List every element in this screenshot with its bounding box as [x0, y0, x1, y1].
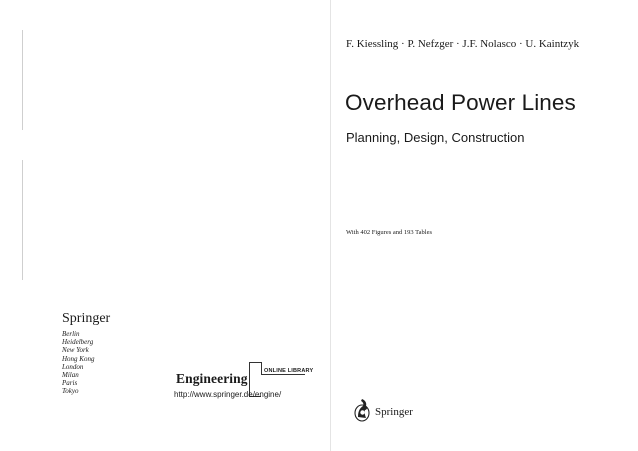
engineering-library-url[interactable]: http://www.springer.de/engine/ — [174, 390, 282, 399]
logo-frame-line — [249, 362, 261, 363]
book-gutter — [330, 0, 331, 451]
city-item: New York — [62, 346, 89, 355]
book-authors: F. Kiessling · P. Nefzger · J.F. Nolasco · U. Kaintzyk — [346, 38, 580, 50]
springer-logo-text: Springer — [375, 406, 413, 418]
city-item: Berlin — [62, 330, 80, 338]
logo-frame-line — [261, 374, 305, 375]
figures-tables-note: With 402 Figures and 193 Tables — [346, 229, 433, 236]
city-item: Tokyo — [62, 387, 79, 396]
logo-frame-line — [261, 362, 262, 374]
book-title: Overhead Power Lines — [345, 90, 576, 115]
publisher-cities — [62, 330, 94, 396]
page-edge-line — [22, 160, 23, 280]
online-library-tag: ONLINE LIBRARY — [264, 368, 314, 374]
city-item: Milan — [62, 371, 79, 380]
book-subtitle: Planning, Design, Construction — [346, 130, 525, 145]
city-item: Hong Kong — [62, 354, 95, 363]
engineering-word: Engineering — [176, 371, 248, 386]
city-item: Paris — [62, 379, 78, 388]
springer-knight-icon — [353, 398, 371, 424]
right-page — [330, 0, 638, 451]
city-item: Heidelberg — [62, 338, 94, 347]
publisher-name: Springer — [62, 311, 111, 326]
engineering-online-library-logo — [176, 360, 326, 410]
city-item: London — [62, 362, 84, 371]
page-edge-line — [22, 30, 23, 130]
